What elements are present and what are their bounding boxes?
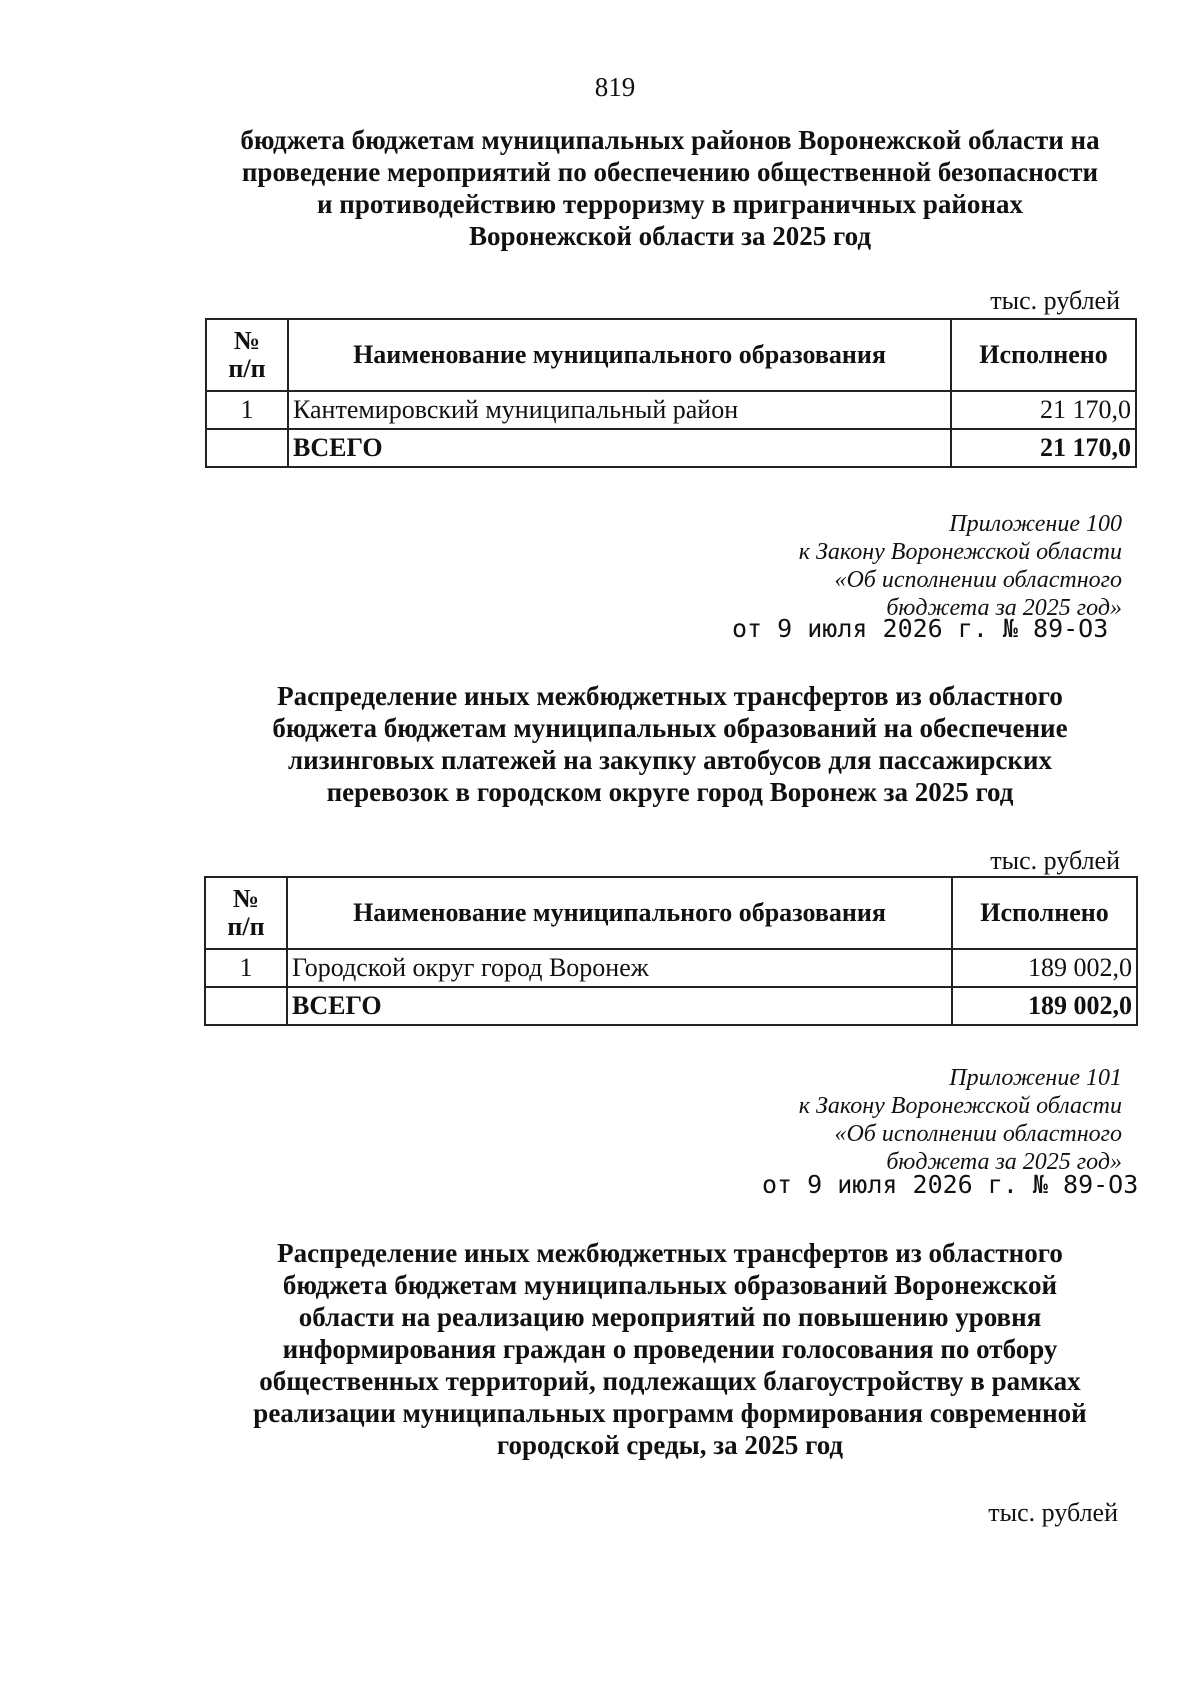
column-header-executed: Исполнено	[951, 319, 1136, 391]
row-number: 1	[206, 391, 288, 429]
section2-table	[204, 876, 1138, 1026]
law-date-stamp: от 9 июля 2026 г. № 89-ОЗ	[732, 614, 1109, 643]
column-header-number	[206, 319, 288, 391]
total-value: 189 002,0	[952, 987, 1137, 1025]
units-label: тыс. рублей	[990, 846, 1120, 875]
total-label: ВСЕГО	[287, 987, 952, 1025]
page-number: 819	[594, 72, 636, 102]
table-row	[205, 949, 1137, 987]
section2-heading	[200, 680, 1140, 808]
heading-line: области на реализацию мероприятий по повышению уровня	[298, 1302, 1042, 1332]
header-number-symbol: №	[233, 326, 261, 355]
heading-line: проведение мероприятий по обеспечению общественной безопасности	[241, 157, 1099, 187]
section1-table	[205, 318, 1137, 468]
heading-line: бюджета бюджетам муниципальных образований Воронежской	[282, 1270, 1058, 1300]
heading-line: Распределение иных межбюджетных трансфертов из областного	[277, 681, 1063, 711]
row-value: 21 170,0	[951, 391, 1136, 429]
row-name: Городской округ город Воронеж	[287, 949, 952, 987]
appendix-line: Приложение 101	[949, 1065, 1122, 1091]
section1-heading	[200, 124, 1140, 252]
appendix-line: «Об исполнении областного	[834, 1121, 1122, 1147]
appendix-line: «Об исполнении областного	[834, 567, 1122, 593]
heading-line: перевозок в городском округе город Воронеж за 2025 год	[326, 777, 1014, 807]
total-number-empty	[205, 987, 287, 1025]
total-label: ВСЕГО	[288, 429, 951, 467]
appendix-line: к Закону Воронежской области	[798, 1093, 1122, 1119]
heading-line: реализации муниципальных программ формирования современной	[253, 1398, 1087, 1428]
heading-line: лизинговых платежей на закупку автобусов для пассажирских	[288, 745, 1052, 775]
column-header-executed: Исполнено	[952, 877, 1137, 949]
heading-line: общественных территорий, подлежащих благоустройству в рамках	[259, 1366, 1081, 1396]
heading-line: Распределение иных межбюджетных трансфертов из областного	[277, 1238, 1063, 1268]
header-number-abbr: п/п	[228, 354, 266, 383]
section3-heading	[200, 1237, 1140, 1461]
heading-line: бюджета бюджетам муниципальных образований на обеспечение	[272, 713, 1068, 743]
header-number-abbr: п/п	[227, 912, 265, 941]
row-name: Кантемировский муниципальный район	[288, 391, 951, 429]
heading-line: информирования граждан о проведении голосования по отбору	[282, 1334, 1058, 1364]
table-header-row	[205, 877, 1137, 949]
header-number-symbol: №	[232, 884, 260, 913]
law-date-stamp: от 9 июля 2026 г. № 89-ОЗ	[762, 1170, 1139, 1199]
total-value: 21 170,0	[951, 429, 1136, 467]
column-header-name: Наименование муниципального образования	[287, 877, 952, 949]
row-value: 189 002,0	[952, 949, 1137, 987]
row-number: 1	[205, 949, 287, 987]
heading-line: и противодействию терроризму в приграничных районах	[317, 189, 1023, 219]
appendix-line: бюджета за 2025 год»	[886, 1149, 1122, 1175]
heading-line: бюджета бюджетам муниципальных районов Воронежской области на	[240, 125, 1100, 155]
heading-line: Воронежской области за 2025 год	[469, 221, 871, 251]
appendix-100-caption	[622, 510, 1122, 622]
units-label: тыс. рублей	[990, 286, 1120, 315]
appendix-line: к Закону Воронежской области	[798, 539, 1122, 565]
appendix-line: бюджета за 2025 год»	[886, 595, 1122, 621]
total-number-empty	[206, 429, 288, 467]
column-header-name: Наименование муниципального образования	[288, 319, 951, 391]
heading-line: городской среды, за 2025 год	[496, 1430, 844, 1460]
appendix-101-caption	[622, 1064, 1122, 1176]
appendix-line: Приложение 100	[949, 511, 1122, 537]
table-header-row	[206, 319, 1136, 391]
table-total-row	[206, 429, 1136, 467]
units-label: тыс. рублей	[988, 1498, 1118, 1527]
table-row	[206, 391, 1136, 429]
table-total-row	[205, 987, 1137, 1025]
column-header-number	[205, 877, 287, 949]
